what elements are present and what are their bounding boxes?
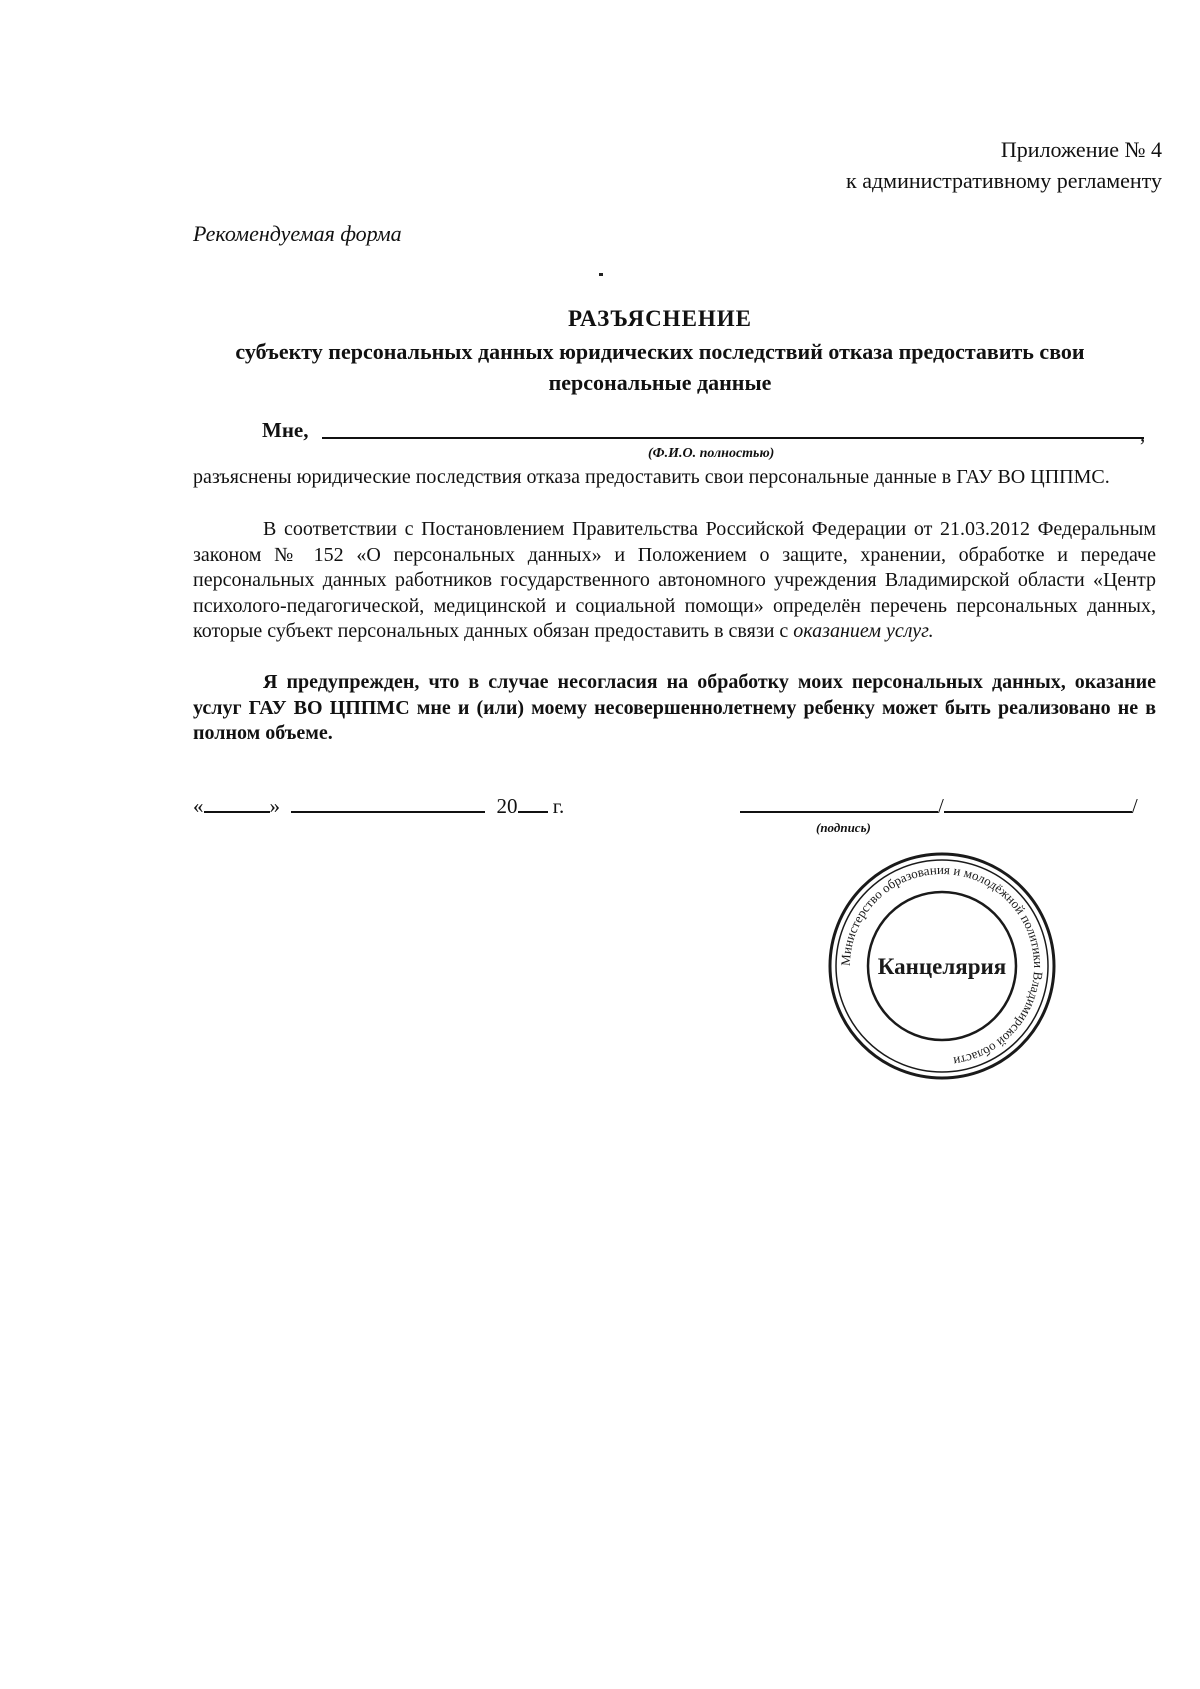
stamp-ring-text: Министерство образования и молодёжной политики Владимирской области — [837, 861, 1047, 1070]
office-stamp — [824, 848, 1060, 1084]
date-open-quote: « — [193, 794, 204, 818]
name-suffix: , — [1140, 422, 1146, 446]
full-name-field[interactable] — [322, 437, 1144, 439]
paragraph-3: Я предупрежден, что в случае несогласия на обработку моих персональных данных, оказание услуг ГАУ ВО ЦППМС мне и (или) моему несовершеннолетнему ребенку может быть реализовано не в полном объеме. — [193, 671, 1156, 744]
stray-dot — [599, 273, 603, 276]
date-row — [193, 793, 564, 819]
signature-decoding-field[interactable] — [944, 793, 1132, 813]
form-label: Рекомендуемая форма — [193, 221, 402, 246]
signature-field[interactable] — [740, 793, 938, 813]
full-name-caption: (Ф.И.О. полностью) — [648, 446, 775, 461]
signature-row — [740, 793, 1138, 819]
paragraph-1: разъяснены юридические последствия отказа предоставить свои персональные данные в ГАУ ВО ЦППМС. — [193, 466, 1110, 488]
signature-separator-1: / — [938, 794, 944, 818]
subtitle-line-1: субъекту персональных данных юридических последствий отказа предоставить свои — [235, 339, 1085, 364]
stamp-center-text: Канцелярия — [877, 954, 1007, 979]
document-subtitle — [160, 336, 1160, 398]
year-field[interactable] — [518, 793, 548, 813]
name-prefix: Мне, — [262, 418, 309, 442]
day-field[interactable] — [204, 793, 270, 813]
paragraph-2-italic: оказанием услуг. — [793, 620, 934, 642]
signature-caption: (подпись) — [816, 820, 871, 835]
signature-separator-2: / — [1131, 794, 1138, 818]
appendix-header — [846, 134, 1162, 196]
subtitle-line-2: персональные данные — [548, 370, 772, 395]
appendix-line-2: к административному регламенту — [846, 168, 1162, 193]
paragraph-2 — [193, 517, 1156, 645]
document-title: РАЗЪЯСНЕНИЕ — [567, 306, 753, 331]
appendix-line-1: Приложение № 4 — [1000, 137, 1162, 162]
year-prefix: 20 — [496, 794, 518, 818]
year-suffix: г. — [552, 794, 565, 818]
paragraph-2-text: В соответствии с Постановлением Правительства Российской Федерации от 21.03.2012 Федеральным законом № 152 «О персональных данных» и Положением о защите, хранении, обработке и передаче персональных данных работников государственного автономного учреждения Владимирской области «Центр психолого-педагогической, медицинской и социальной помощи» определён перечень персональных данных, которые субъект персональных данных обязан предоставить в связи с — [193, 518, 1156, 642]
date-close-quote: » — [269, 794, 280, 818]
month-field[interactable] — [291, 793, 485, 813]
